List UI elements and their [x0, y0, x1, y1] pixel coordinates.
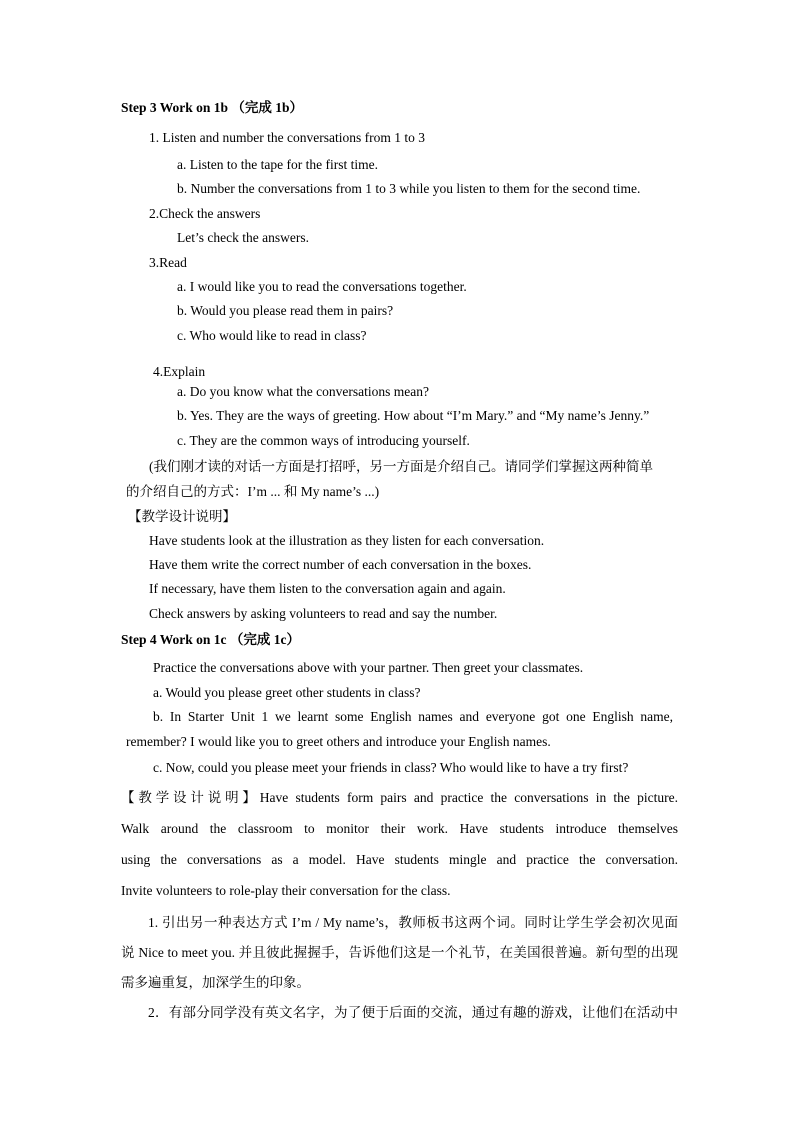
step3-item3: 3.Read	[149, 255, 187, 270]
design-para-line3: using the conversations as a model. Have students mingle and practice the conversation.	[121, 852, 678, 867]
design-line2: Have them write the correct number of each conversation in the boxes.	[149, 557, 532, 572]
step3-item3c: c. Who would like to read in class?	[177, 328, 367, 343]
p1-line1: 1. 引出另一种表达方式 I’m / My name’s，教师板书这两个词。同时让学生学会初次见面	[148, 915, 678, 930]
step4-intro: Practice the conversations above with your partner. Then greet your classmates.	[153, 660, 584, 675]
p2-line1: 2．有部分同学没有英文名字，为了便于后面的交流，通过有趣的游戏，让他们在活动中	[148, 1005, 678, 1020]
step4-b-line2: remember? I would like you to greet others and introduce your English names.	[126, 734, 551, 749]
step3-heading: Step 3 Work on 1b （完成 1b）	[121, 100, 304, 115]
p1-line3: 需多遍重复，加深学生的印象。	[121, 975, 310, 990]
step3-item4b: b. Yes. They are the ways of greeting. How about “I’m Mary.” and “My name’s Jenny.”	[177, 408, 650, 423]
design-line4: Check answers by asking volunteers to read and say the number.	[149, 606, 498, 621]
p1-line2: 说 Nice to meet you. 并且彼此握握手，告诉他们这是一个礼节，在美国很普遍。新句型的出现	[121, 945, 678, 960]
step4-heading: Step 4 Work on 1c （完成 1c）	[121, 632, 301, 647]
step3-item1: 1. Listen and number the conversations from 1 to 3	[149, 130, 425, 145]
design-para-line2: Walk around the classroom to monitor their work. Have students introduce themselves	[121, 821, 678, 836]
design-line1: Have students look at the illustration as they listen for each conversation.	[149, 533, 545, 548]
step3-item1a: a. Listen to the tape for the first time.	[177, 157, 378, 172]
step4-a: a. Would you please greet other students in class?	[153, 685, 421, 700]
design-para-line4: Invite volunteers to role-play their conversation for the class.	[121, 883, 451, 898]
step3-item3a: a. I would like you to read the conversations together.	[177, 279, 467, 294]
step3-note-line2: 的介绍自己的方式：I’m ... 和 My name’s ...)	[126, 484, 380, 499]
step3-item2: 2.Check the answers	[149, 206, 261, 221]
step3-item4: 4.Explain	[153, 364, 206, 379]
step4-b-line1: b. In Starter Unit 1 we learnt some English names and everyone got one English name,	[153, 709, 673, 724]
step3-note-line1: (我们刚才读的对话一方面是打招呼，另一方面是介绍自己。请同学们掌握这两种简单	[149, 459, 653, 474]
step4-c: c. Now, could you please meet your friends in class? Who would like to have a try first?	[153, 760, 629, 775]
step3-item4a: a. Do you know what the conversations mean?	[177, 384, 429, 399]
step3-item1b: b. Number the conversations from 1 to 3 while you listen to them for the second time.	[177, 181, 641, 196]
design-label: 【教学设计说明】	[128, 509, 236, 524]
step3-item4c: c. They are the common ways of introducing yourself.	[177, 433, 470, 448]
step3-item3b: b. Would you please read them in pairs?	[177, 303, 394, 318]
step3-item2-line: Let’s check the answers.	[177, 230, 309, 245]
design-para-line1: 【教学设计说明】Have students form pairs and practice the conversations in the picture.	[121, 790, 678, 805]
design-line3: If necessary, have them listen to the conversation again and again.	[149, 581, 506, 596]
